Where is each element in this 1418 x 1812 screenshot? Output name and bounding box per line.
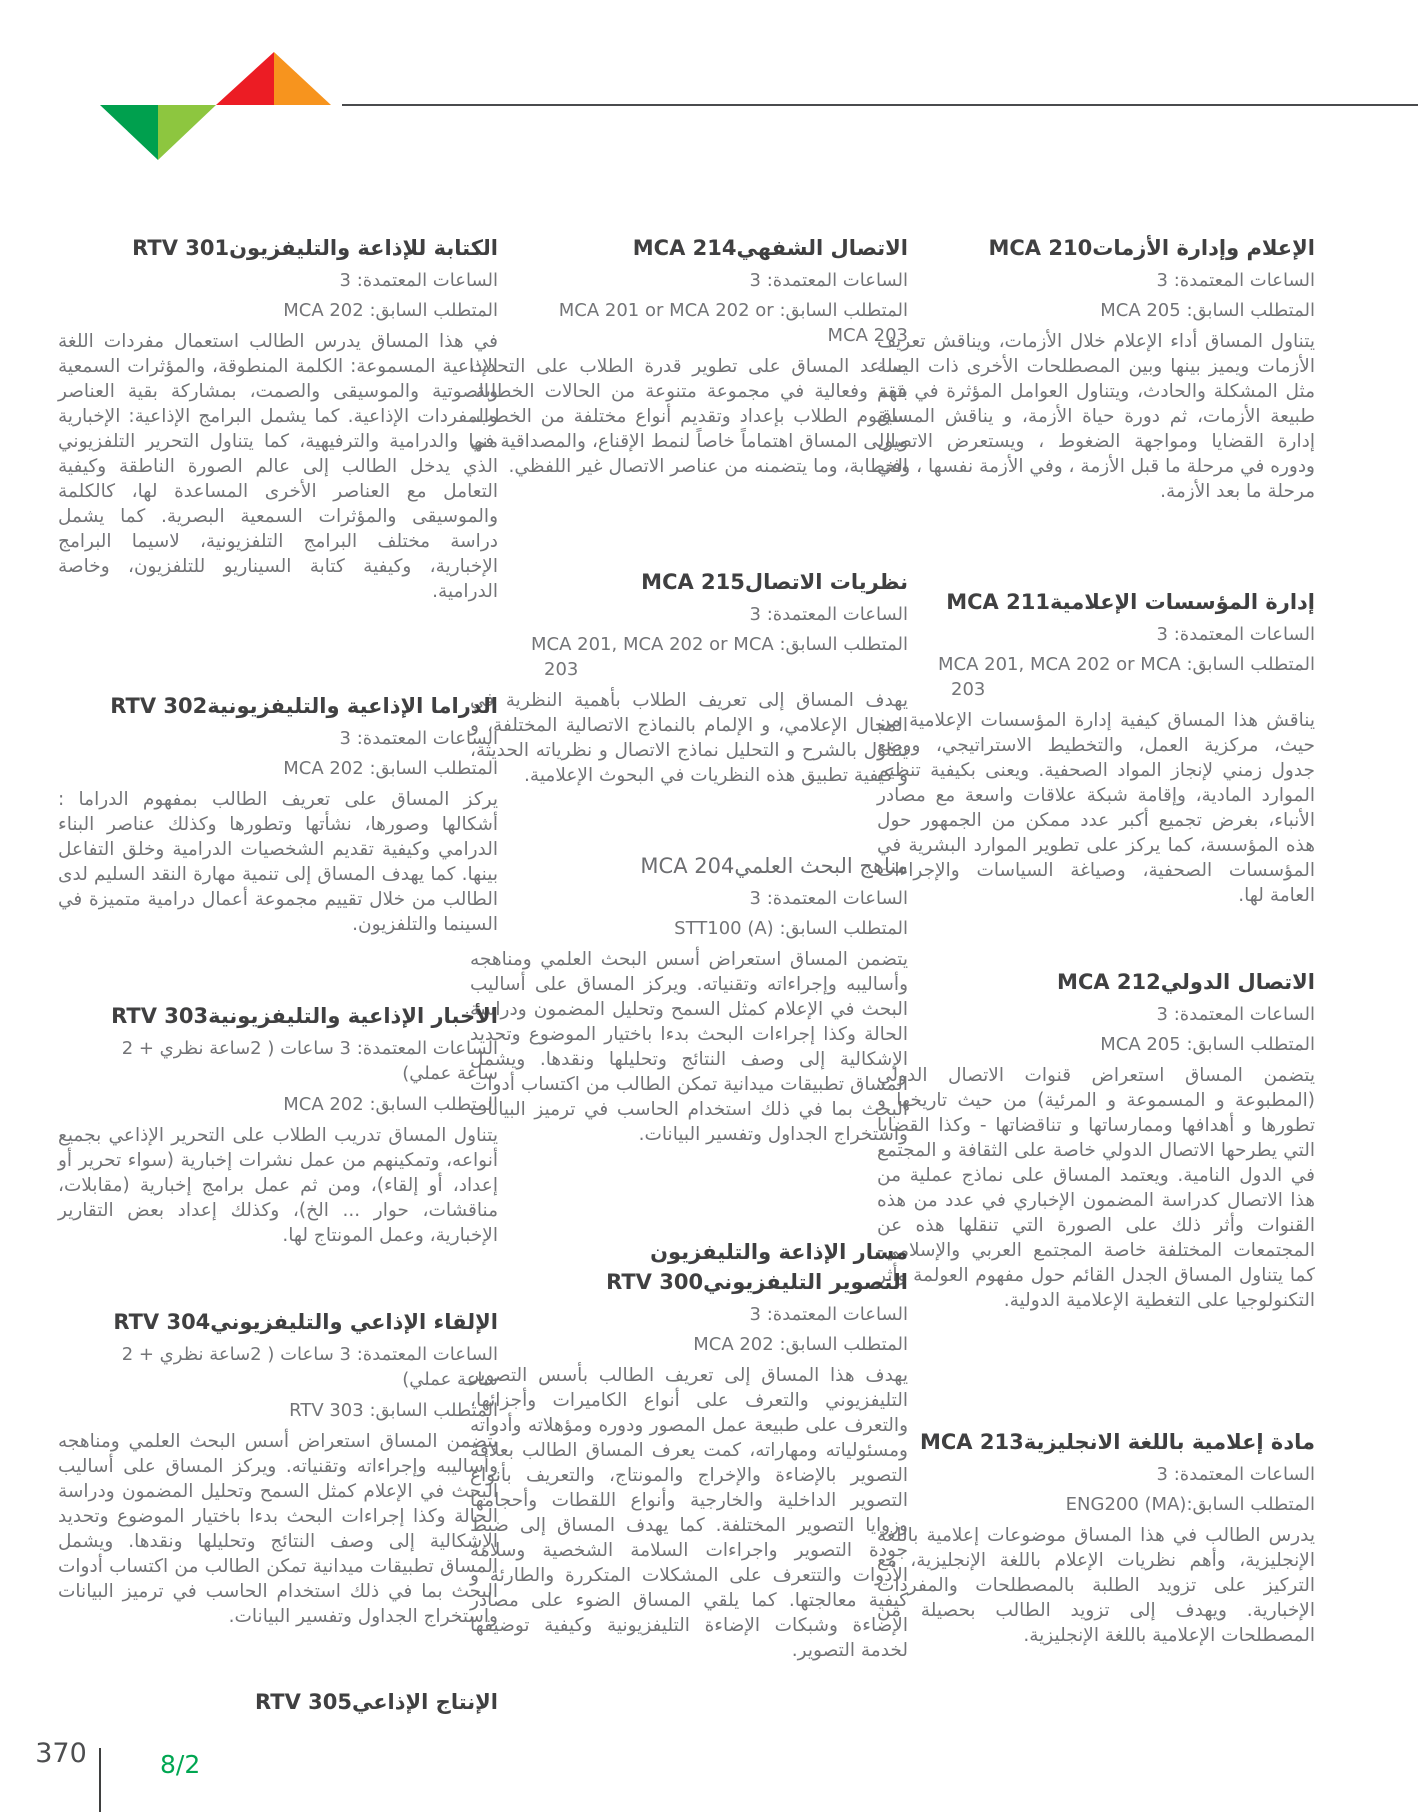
course-description: يهدف المساق إلى تعريف الطلاب بأهمية النظرية في المجال الإعلامي، و الإلمام بالنماذج الاتصالية المختلفة، و يتناول بالشرح و التحليل نماذج الاتصال و نظرياته الحديثة، و كيفية تطبيق هذه النظريات في البحوث الإعلامية. (470, 690, 908, 786)
course-heading (58, 692, 498, 720)
course-description: يناقش هذا المساق كيفية إدارة المؤسسات الإعلامية من حيث، مركزية العمل، والتخطيط الاستراتيجي، ووضع جدول زمني لإنجاز المواد الصحفية. ويعنى بكيفية تنظيم الموارد المادية، وإقامة شبكة علاقات واسعة مع مصادر الأنباء، بغرض تجميع أكبر عدد ممكن من الجمهور حول هذه المؤسسة، كما يركز على تطوير الموارد البشرية في المؤسسات الصحفية، وصياغة السياسات والإجراءات العامة لها. (877, 710, 1315, 906)
course-mca210 (877, 234, 1315, 504)
course-code: RTV 305 (255, 1690, 352, 1714)
course-heading (58, 234, 498, 262)
track-heading-radio-tv (470, 1238, 908, 1266)
column-left (58, 0, 498, 1812)
course-title-text: الإلقاء الإذاعي والتليفزيوني (210, 1310, 498, 1334)
credit-hours: الساعات المعتمدة: 3 (339, 728, 498, 749)
credit-hours: الساعات المعتمدة: 3 ساعات ( 2ساعة نظري + 2 (121, 1344, 498, 1365)
course-mca204 (470, 852, 908, 1147)
credit-hours: الساعات المعتمدة: 3 (339, 270, 498, 291)
course-heading (58, 1002, 498, 1030)
column-right (877, 0, 1315, 1812)
prerequisite: المتطلب السابق: MCA 202 (283, 300, 498, 321)
course-code: RTV 304 (113, 1310, 211, 1334)
prerequisite-continuation: 203 (951, 679, 986, 700)
course-heading (877, 968, 1315, 996)
course-heading (470, 1268, 908, 1296)
course-title-text: إدارة المؤسسات الإعلامية (1049, 590, 1315, 614)
credit-hours: الساعات المعتمدة: 3 (1156, 1464, 1315, 1485)
course-description: يدرس الطالب في هذا المساق موضوعات إعلامية باللغة الإنجليزية، وأهم نظريات الإعلام باللغة الإنجليزية، مع التركيز على تزويد الطلبة بالمصطلحات والمفردات الإخبارية. ويهدف إلى تزويد الطالب بحصيلة من المصطلحات الإعلامية باللغة الإنجليزية. (877, 1525, 1315, 1646)
prerequisite: المتطلب السابق: MCA 201 or MCA 202 or (558, 300, 908, 321)
course-description: يتضمن المساق استعراض قنوات الاتصال الدولي (المطبوعة و المسموعة و المرئية) من حيث تاريخها و تطورها و أهدافها وممارساتها و تناقضاتها - وكذا القضايا التي يطرحها الاتصال الدولي خاصة على الثقافة و المجتمع في الدول النامية. ويعتمد المساق على نماذج عملية من هذا الاتصال كدراسة المضمون الإخباري في عدد من هذه القنوات وأثر ذلك على الصورة التي تنقلها هذه عن المجتمعات المختلفة خاصة المجتمع العربي والإسلامي- كما يتناول المساق الجدل القائم حول مفهوم العولمة وأثر التكنولوجيا على التغطية الإعلامية الدولية. (877, 1065, 1315, 1311)
course-rtv303 (58, 1002, 498, 1248)
course-description: يركز المساق على تعريف الطالب بمفهوم الدراما : أشكالها وصورها، نشأتها وتطورها وكذلك عناصر البناء الدرامي وكيفية تقديم الشخصيات الدرامية وخلق التفاعل بينها. كما يهدف المساق إلى تنمية مهارة النقد السليم لدى الطالب من خلال تقييم مجموعة أعمال درامية متميزة في السينما والتلفزيون. (58, 789, 498, 935)
credit-hours: الساعات المعتمدة: 3 (1156, 624, 1315, 645)
course-code: RTV 300 (606, 1270, 704, 1294)
credit-hours: الساعات المعتمدة: 3 (749, 270, 908, 291)
course-heading (470, 852, 908, 880)
credit-hours: الساعات المعتمدة: 3 (1156, 270, 1315, 291)
course-code: RTV 303 (111, 1004, 209, 1028)
course-mca214 (470, 234, 908, 479)
course-title-text: الدراما الإذاعية والتليفزيونية (207, 694, 498, 718)
course-rtv300 (470, 1268, 908, 1663)
course-code: MCA 211 (946, 590, 1050, 614)
prerequisite: المتطلب السابق: MCA 202 (693, 1334, 908, 1355)
course-description: يتناول المساق تدريب الطلاب على التحرير الإذاعي بجميع أنواعه، وتمكينهم من عمل نشرات إخبارية (سواء تحرير أو إعداد، أو إلقاء)، ومن ثم عمل برامج إخبارية (مقابلات، مناقشات، حوار ... الخ)، وكذلك إعداد بعض التقارير الإخبارية، وعمل المونتاج لها. (58, 1125, 498, 1246)
course-code: RTV 302 (110, 694, 208, 718)
course-title-text: الاتصال الدولي (1160, 970, 1315, 994)
course-title-text: الاتصال الشفهي (736, 236, 908, 260)
prerequisite-continuation: 203 (544, 659, 579, 680)
footer-divider (99, 1748, 101, 1812)
course-title-text: الإعلام وإدارة الأزمات (1092, 236, 1315, 260)
course-heading (877, 234, 1315, 262)
course-code: MCA 215 (641, 570, 745, 594)
course-heading (470, 568, 908, 596)
prerequisite: المتطلب السابق:ENG200 (MA) (1065, 1494, 1315, 1515)
credit-hours: الساعات المعتمدة: 3 (1156, 1004, 1315, 1025)
prerequisite: المتطلب السابق: RTV 303 (289, 1400, 498, 1421)
course-mca213 (877, 1428, 1315, 1648)
course-title-text: مادة إعلامية باللغة الانجليزية (1023, 1430, 1315, 1454)
course-mca215 (470, 568, 908, 788)
course-mca212 (877, 968, 1315, 1313)
course-heading (877, 588, 1315, 616)
course-description: يتضمن المساق استعراض أسس البحث العلمي ومناهجه وأساليبه وإجراءاته وتقنياته. ويركز المساق على أساليب البحث في الإعلام كمثل السمح وتحليل المضمون ودراسة الحالة وكذا إجراءات البحث بدءا باختيار الموضوع وتحديد الإشكالية إلى وصف النتائج وتحليلها ونقدها. ويشمل المساق تطبيقات ميدانية تمكن الطالب من اكتساب أدوات البحث بما في ذلك استخدام الحاسب في ترميز البيانات واستخراج الجداول وتفسير البيانات. (470, 949, 908, 1145)
course-title-text: الأخبار الإذاعية والتليفزيونية (208, 1004, 498, 1028)
prerequisite: المتطلب السابق: MCA 202 (283, 1094, 498, 1115)
course-heading (58, 1308, 498, 1336)
course-rtv301 (58, 234, 498, 604)
course-title-text: الكتابة للإذاعة والتليفزيون (229, 236, 498, 260)
page-number: 370 (35, 1738, 87, 1769)
course-heading (58, 1688, 498, 1716)
column-middle (470, 0, 908, 1812)
course-code: MCA 214 (632, 236, 737, 260)
course-description: في هذا المساق يدرس الطالب استعمال مفردات اللغة الإذاعية المسموعة: الكلمة المنطوقة، والمؤثرات السمعية والصوتية والموسيقى والصمت، بمشاركة بقية العناصر والمفردات الإذاعية. كما يشمل البرامج الإذاعية: الإخبارية منها والدرامية والترفيهية، كما يتناول التحرير التلفزيوني الذي يدخل الطالب إلى عالم الصورة الناطقة وكيفية التعامل مع العناصر الأخرى المساعدة لها، كالكلمة والموسيقى والمؤثرات السمعية البصرية. كما يشمل دراسة مختلف البرامج التلفزيونية، لاسيما البرامج الإخبارية، وكيفية كتابة السيناريو للتلفزيون، وخاصة الدرامية. (58, 331, 498, 602)
course-code: MCA 213 (919, 1430, 1024, 1454)
prerequisite-continuation: MCA 203 (827, 325, 908, 346)
credit-hours: الساعات المعتمدة: 3 (749, 1304, 908, 1325)
course-heading (877, 1428, 1315, 1456)
credit-hours: الساعات المعتمدة: 3 (749, 604, 908, 625)
credit-hours: الساعات المعتمدة: 3 (749, 888, 908, 909)
section-badge: 8/2 (160, 1750, 201, 1779)
course-code: MCA 204 (640, 854, 735, 878)
prerequisite: المتطلب السابق: MCA 201, MCA 202 or MCA (938, 654, 1315, 675)
course-title-text: نظريات الاتصال (744, 570, 908, 594)
course-rtv305 (58, 1688, 498, 1716)
course-code: MCA 210 (988, 236, 1093, 260)
prerequisite: المتطلب السابق: MCA 205 (1100, 1034, 1315, 1055)
credit-hours-continuation: ساعة عملي) (402, 1369, 498, 1390)
course-title-text: مناهج البحث العلمي (734, 854, 908, 878)
prerequisite: المتطلب السابق: MCA 202 (283, 758, 498, 779)
course-code: MCA 212 (1057, 970, 1161, 994)
course-rtv304 (58, 1308, 498, 1629)
course-heading (470, 234, 908, 262)
track-title: مسار الإذاعة والتليفزيون (650, 1240, 908, 1264)
course-description: يتضمن المساق استعراض أسس البحث العلمي ومناهجه وأساليبه وإجراءاته وتقنياته. ويركز المساق على أساليب البحث في الإعلام كمثل السمح وتحليل المضمون ودراسة الحالة وكذا إجراءات البحث بدءا باختيار الموضوع وتحديد الإشكالية إلى وصف النتائج وتحليلها ونقدها. ويشمل المساق تطبيقات ميدانية تمكن الطالب من اكتساب أدوات البحث بما في ذلك استخدام الحاسب في ترميز البيانات واستخراج الجداول وتفسير البيانات. (58, 1431, 498, 1627)
prerequisite: المتطلب السابق: STT100 (A) (674, 918, 908, 939)
course-mca211 (877, 588, 1315, 908)
course-description: يهدف هذا المساق إلى تعريف الطالب بأسس التصوير التليفزيوني والتعرف على أنواع الكاميرات وأجزائها، والتعرف على طبيعة عمل المصور ودوره ومؤهلاته وأدواته ومسئولياته ومهاراته، كمت يعرف المساق الطالب بعلاقة التصوير بالإضاءة والإخراج والمونتاج، والتعريف بأنواع التصوير الداخلية والخارجية وأنواع اللقطات وأحجامها وزوايا التصوير المختلفة. كما يهدف المساق إلى ضبط جودة التصوير واجراءات السلامة الشخصية وسلامة الأدوات والتتعرف على المشكلات المتكررة والطارئة و كيفية معالجتها. كما يلقي المساق الضوء على مصادر الإضاءة وشبكات الإضاءة التليفزيونية وكيفية توضيفها لخدمة التصوير. (470, 1365, 908, 1661)
credit-hours: الساعات المعتمدة: 3 ساعات ( 2ساعة نظري + 2 (121, 1038, 498, 1059)
course-description: يتناول المساق أداء الإعلام خلال الأزمات، ويناقش تعريف الأزمات ويميز بينها وبين المصطلحات الأخرى ذات الصلة مثل المشكلة والحادث، ويتناول العوامل المؤثرة في فهم طبيعة الأزمات، ثم دورة حياة الأزمة، و يناقش المساق إدارة القضايا ومواجهة الضغوط ، ويستعرض الاتصال ودوره في مرحلة ما قبل الأزمة ، وفي الأزمة نفسها ، وفي مرحلة ما بعد الأزمة. (877, 331, 1315, 502)
course-title-text: التصوير التليفزيوني (703, 1270, 908, 1294)
course-title-text: الإنتاج الإذاعي (351, 1690, 498, 1714)
prerequisite: المتطلب السابق: MCA 205 (1100, 300, 1315, 321)
credit-hours-continuation: ساعة عملي) (402, 1063, 498, 1084)
prerequisite: المتطلب السابق: MCA 201, MCA 202 or MCA (531, 634, 908, 655)
course-rtv302 (58, 692, 498, 937)
course-code: RTV 301 (132, 236, 230, 260)
course-description: يساعد المساق على تطوير قدرة الطلاب على التحدث بثقة وفعالية في مجموعة متنوعة من الحالات الخطابة. سيقوم الطلاب بإعداد وتقديم أنواع مختلفة من الخطب. ويولى المساق اهتماماً خاصاً لنمط الإقناع، والمصداقية في الخطابة، وما يتضمنه من عناصر الاتصال غير اللفظي. (470, 356, 908, 477)
